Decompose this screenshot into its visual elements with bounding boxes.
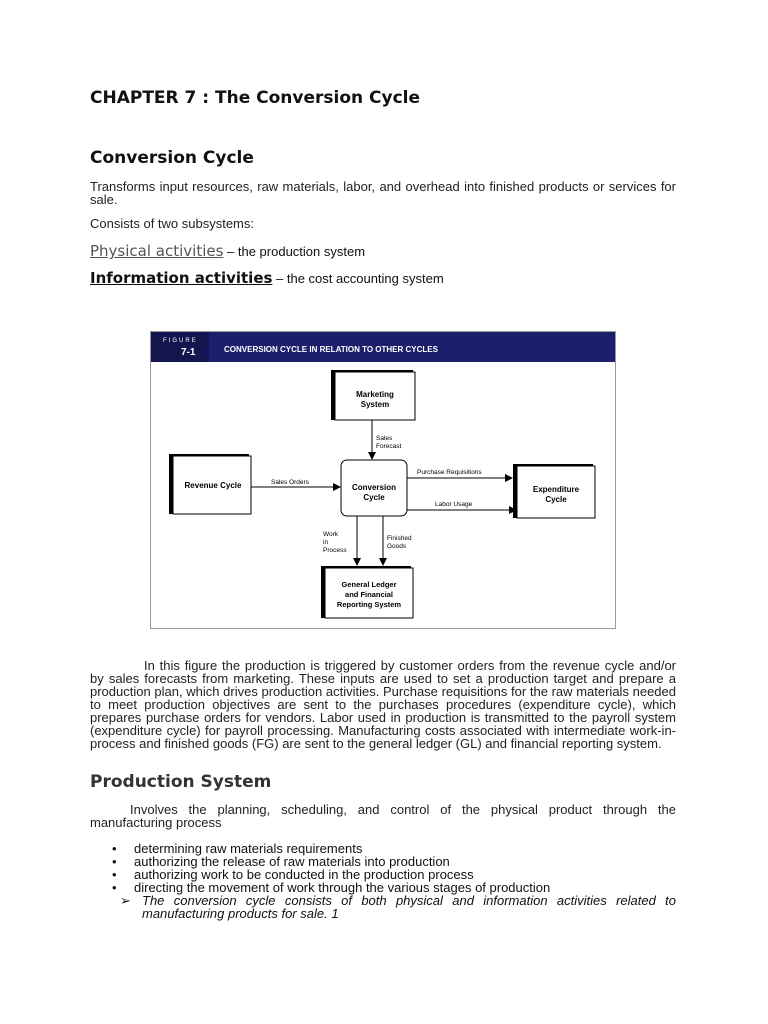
production-bullet-list [108,842,688,894]
information-activities-desc: – the cost accounting system [272,271,444,286]
finished-goods-label-2: Goods [387,543,407,550]
revenue-cycle-node [169,454,251,514]
list-item-text: authorizing the release of raw materials into production [134,854,450,869]
expenditure-cycle-node [513,464,595,518]
information-activities-term: Information activities [90,269,273,287]
wip-label-3: Process [323,547,347,554]
figure-7-1 [150,331,616,629]
finished-goods-label-1: Finished [387,535,412,542]
conversion-cycle-diagram [151,332,615,628]
bullet-icon: • [112,841,117,856]
conversion-note [120,894,676,920]
list-item-text: determining raw materials requirements [134,841,363,856]
marketing-line-2: System [360,400,390,409]
figure-title: CONVERSION CYCLE IN RELATION TO OTHER CYCLES [224,345,438,354]
physical-activities-desc: – the production system [223,244,366,259]
figure-label-num: 7-1 [181,347,196,358]
intro-paragraph: Transforms input resources, raw materials, labor, and overhead into finished products or services for sale. [90,179,676,207]
marketing-line-1: Marketing [356,390,394,399]
sales-forecast-label-1: Sales [376,435,393,442]
figure-label-top: FIGURE [163,338,198,344]
wip-label-2: in [323,539,329,546]
conversion-line-2: Cycle [363,493,385,502]
note-text: The conversion cycle consists of both physical and information activities related to manufacturing products for sale. 1 [142,893,676,921]
production-system-title: Production System [90,772,272,792]
arrowhead-bullet-icon: ➢ [120,893,131,908]
gl-line-1: General Ledger [341,580,397,589]
figure-label-box [151,332,209,362]
conversion-cycle-node [341,460,407,516]
sales-orders-label: Sales Orders [271,479,309,486]
subsystems-intro: Consists of two subsystems: [90,216,254,231]
wip-label-1: Work [323,531,339,538]
labor-usage-label: Labor Usage [435,501,473,508]
purchase-requisitions-label: Purchase Requisitions [417,469,482,476]
information-activities-line [90,269,444,287]
revenue-line-1: Revenue Cycle [184,481,242,490]
general-ledger-node [321,566,413,618]
conversion-line-1: Conversion [351,483,397,492]
bullet-icon: • [112,854,117,869]
expenditure-line-2: Cycle [545,495,567,504]
physical-activities-term: Physical activities [90,242,224,260]
bullet-icon: • [112,880,117,895]
list-item-text: authorizing work to be conducted in the production process [134,867,474,882]
bullet-icon: • [112,867,117,882]
physical-activities-line [90,242,365,260]
gl-line-3: Reporting System [336,600,402,609]
chapter-title: CHAPTER 7 : The Conversion Cycle [90,88,421,108]
sales-forecast-label-2: Forecast [376,443,402,450]
expenditure-line-1: Expenditure [532,485,580,494]
gl-line-2: and Financial [345,590,393,599]
production-system-text: Involves the planning, scheduling, and control of the physical product through the manufacturing process [90,802,676,830]
figure-explanation: In this figure the production is triggered by customer orders from the revenue cycle and/or by sales forecasts from marketing. These inputs are used to set a production target and prepare a production plan, which drives production activities. Purchase requisitions for the raw materials needed to meet production objectives are sent to the purchases procedures (expenditure cycle), which prepares purchase orders for vendors. Labor used in production is transmitted to the payroll system (expenditure cycle) for payroll processing. Manufacturing costs associated with intermediate work-in-process and finished goods (FG) are sent to the general ledger (GL) and financial reporting system. [90,658,676,751]
marketing-system-node [331,370,415,420]
section-title: Conversion Cycle [90,148,254,168]
list-item-text: directing the movement of work through the various stages of production [134,880,551,895]
